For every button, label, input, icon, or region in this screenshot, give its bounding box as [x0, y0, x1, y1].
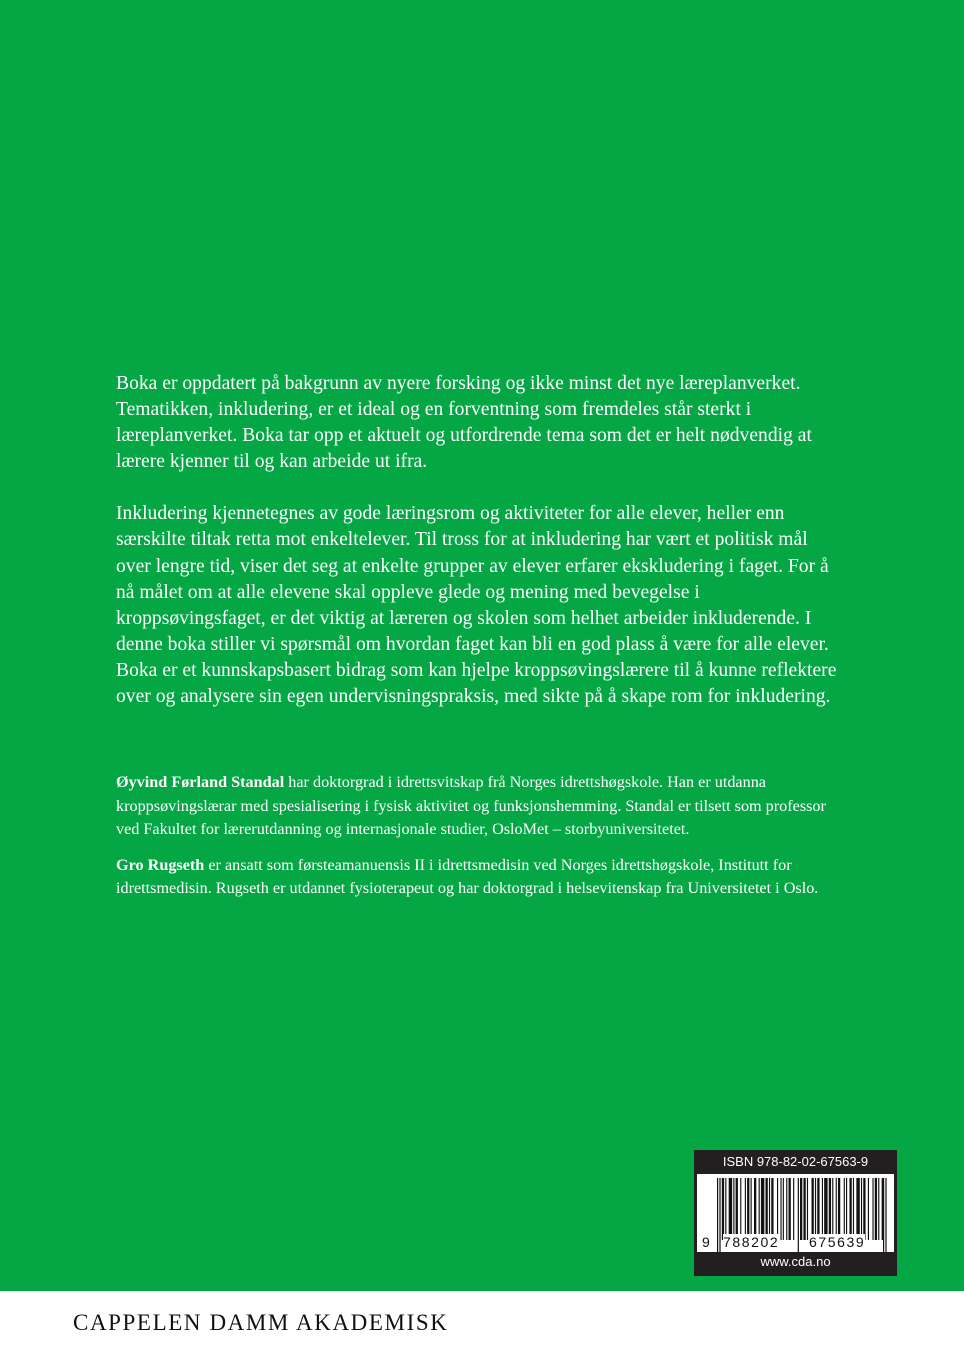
- barcode-bar: [824, 1178, 827, 1240]
- barcode-bar: [807, 1178, 808, 1240]
- barcode-bar: [822, 1178, 823, 1240]
- barcode-bar: [783, 1178, 784, 1240]
- author-bio-2: [116, 854, 846, 901]
- blurb-text: [116, 371, 846, 736]
- barcode-bar: [780, 1178, 781, 1240]
- barcode-bar: [769, 1178, 770, 1240]
- barcode-bar: [761, 1178, 764, 1240]
- blurb-paragraph-2: Inkludering kjennetegnes av gode læringsrom og aktiviteter for alle elever, heller enn særskilte tiltak retta mot enkeltelever. Til tross for at inkludering har vært et politisk mål over lengre tid, viser det seg at enkelte grupper av elever erfarer ekskludering i faget. For å nå målet om at alle elevene skal oppleve glede og mening med bevegelse i kroppsøvingsfaget, er det viktig at læreren og skolen som helhet arbeider inkluderende. I denne boka stiller vi spørsmål om hvordan faget kan bli en god plass å være for alle elever. Boka er et kunnskapsbasert bidrag som kan hjelpe kroppsøvingslærere til å kunne reflektere over og analysere sin egen undervisningspraksis, med sikte på å skape rom for inkludering.: [116, 503, 837, 708]
- barcode-bar: [789, 1178, 791, 1240]
- author-bios: [116, 771, 846, 913]
- isbn-barcode-block: [694, 1150, 897, 1276]
- barcode-bar: [786, 1178, 787, 1240]
- barcode-bar: [812, 1178, 814, 1240]
- barcode-bar: [771, 1178, 773, 1240]
- barcode-bar: [838, 1178, 840, 1240]
- barcode-bar: [733, 1178, 734, 1240]
- barcode-bar: [815, 1178, 816, 1240]
- barcode-digits-left: 788202: [723, 1234, 780, 1250]
- barcode-bar: [751, 1178, 752, 1240]
- publisher-url: www.cda.no: [760, 1254, 831, 1269]
- barcode-bar: [868, 1178, 869, 1240]
- barcode-bar: [793, 1178, 794, 1240]
- barcode-digits-right: 675639: [809, 1234, 866, 1250]
- author-name-1: Øyvind Førland Standal: [116, 773, 285, 791]
- barcode-bar: [832, 1178, 833, 1240]
- barcode-bar: [872, 1178, 873, 1240]
- barcode-bar: [740, 1178, 741, 1240]
- barcode-bar: [803, 1178, 805, 1240]
- publisher-logo: CAPPELEN DAMM AKADEMISK: [73, 1310, 449, 1335]
- blurb-paragraph-1: Boka er oppdatert på bakgrunn av nyere forsking og ikke minst det nye læreplanverket. Tematikken, inkludering, er et ideal og en forventning som fremdeles står sterkt i læreplanverket. Boka tar opp et aktuelt og utfordrende tema som det er helt nødvendig at lærere kjenner til og kan arbeide ut ifra.: [116, 373, 812, 473]
- barcode-digits: [697, 1232, 894, 1252]
- barcode-bar: [722, 1178, 724, 1240]
- barcode-bar: [745, 1178, 746, 1240]
- barcode-panel: [697, 1174, 894, 1252]
- barcode-bar: [836, 1178, 837, 1240]
- barcode-bar: [853, 1178, 854, 1240]
- barcode-bar: [861, 1178, 862, 1240]
- barcode-bar: [829, 1178, 831, 1240]
- barcode-bar: [863, 1178, 865, 1240]
- author-name-2: Gro Rugseth: [116, 855, 205, 874]
- barcode-bar: [878, 1178, 879, 1240]
- barcode-bar: [754, 1178, 756, 1240]
- barcode-bar: [846, 1178, 847, 1240]
- barcode-bar: [736, 1178, 738, 1240]
- barcode-bar: [747, 1178, 749, 1240]
- barcode-bar: [800, 1178, 802, 1240]
- barcode-bar: [766, 1178, 768, 1240]
- barcode-bar: [875, 1178, 877, 1240]
- barcode-bar: [729, 1178, 732, 1240]
- barcode-bar: [759, 1178, 760, 1240]
- barcode-digit-first: 9: [702, 1234, 712, 1250]
- barcode-bar: [817, 1178, 819, 1240]
- author-bio-1: [116, 771, 846, 842]
- barcode-bar: [844, 1178, 845, 1240]
- barcode-bar: [849, 1178, 851, 1240]
- barcode-bar: [856, 1178, 859, 1240]
- isbn-label: ISBN 978-82-02-67563-9: [722, 1154, 869, 1169]
- author-bio-text-2: er ansatt som førsteamanuensis II i idrettsmedisin ved Norges idrettshøgskole, Institutt for idrettsmedisin. Rugseth er utdannet fysioterapeut og har doktorgrad i helsevitenskap fra Universitetet i Oslo.: [116, 855, 819, 898]
- barcode-bar: [777, 1178, 778, 1240]
- author-bio-text-1: har doktorgrad i idrettsvitskap frå Norges idrettshøgskole. Han er utdanna kroppsøvingslærar med spesialisering i fysisk aktivitet og funksjonshemming. Standal er tilsett som professor ved Fakultet for lærerutdanning og internasjonale studier, OsloMet – storbyuniversitetet.: [116, 773, 826, 839]
- barcode-bar: [725, 1178, 726, 1240]
